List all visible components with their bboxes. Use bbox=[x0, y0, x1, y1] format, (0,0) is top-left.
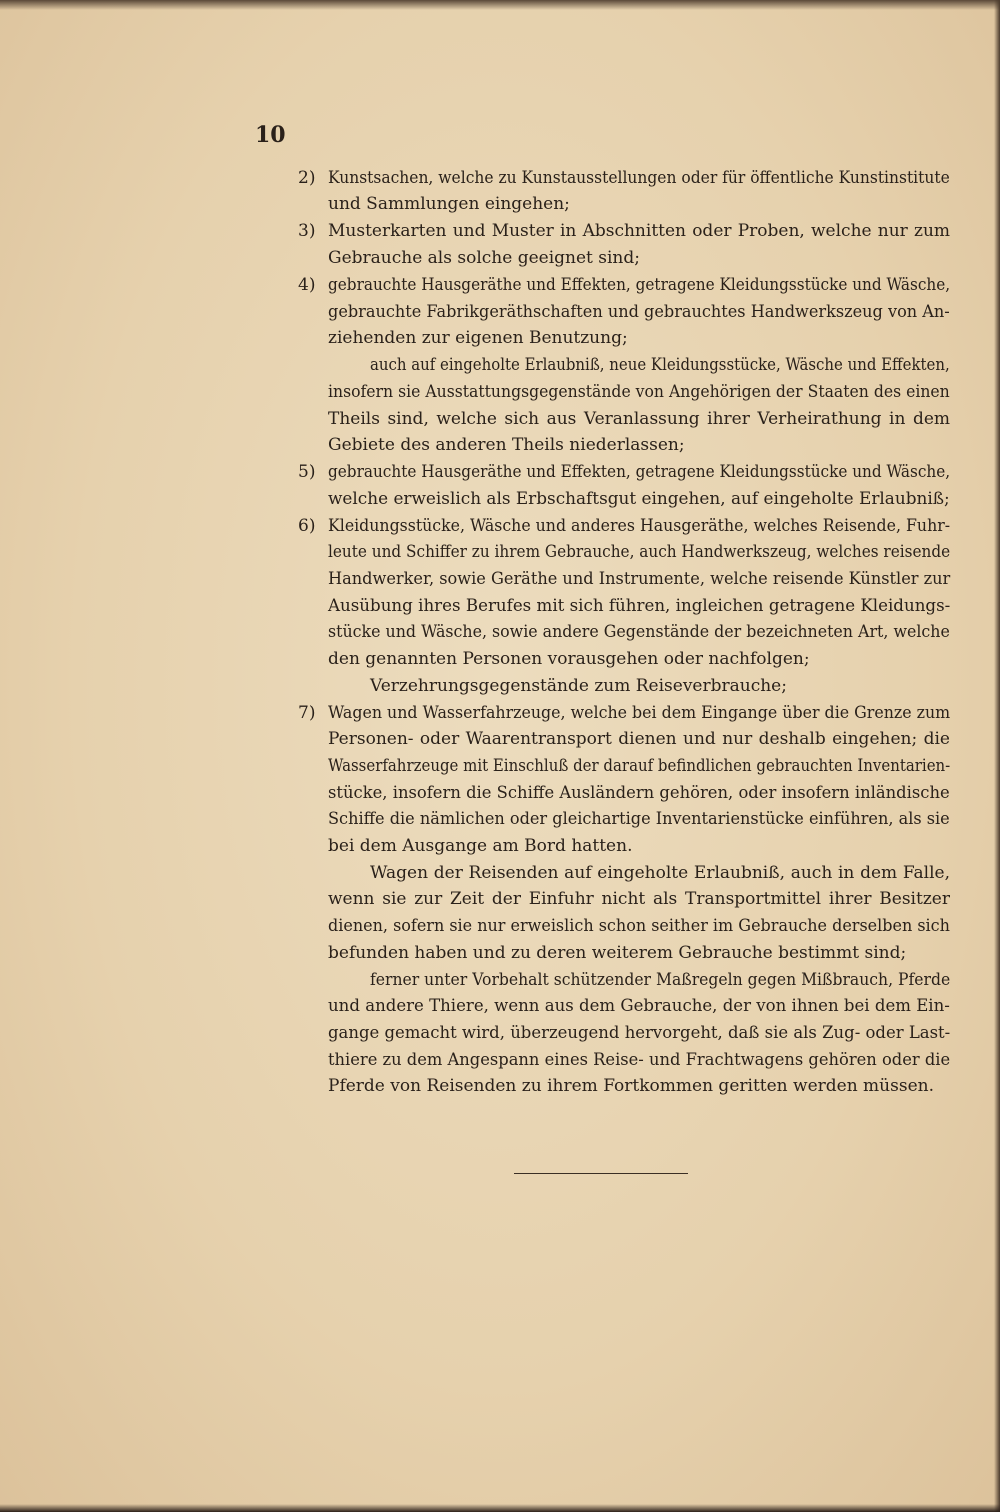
line-text: Personen- oder Waarentransport dienen und nur deshalb eingehen; die bbox=[328, 729, 950, 749]
text-line bbox=[0, 833, 1000, 859]
text-line bbox=[0, 780, 1000, 806]
text-line bbox=[0, 566, 1000, 592]
text-line bbox=[0, 245, 1000, 271]
line-text: Musterkarten und Muster in Abschnitten oder Proben, welche nur zum bbox=[328, 221, 951, 241]
text-line bbox=[0, 165, 1000, 191]
line-text: ziehenden zur eigenen Benutzung; bbox=[328, 328, 628, 348]
text-line bbox=[0, 700, 1000, 726]
line-text: und Sammlungen eingehen; bbox=[328, 194, 570, 214]
line-text: Handwerker, sowie Geräthe und Instrumente, welche reisende Künstler zur bbox=[328, 569, 951, 589]
text-line bbox=[0, 191, 1000, 217]
line-text: gange gemacht wird, überzeugend hervorgeht, daß sie als Zug- oder Last- bbox=[328, 1023, 951, 1043]
text-line bbox=[0, 593, 1000, 619]
text-line bbox=[0, 1047, 1000, 1073]
page-bottom-shadow bbox=[0, 1504, 1000, 1512]
line-text: stücke, insofern die Schiffe Ausländern gehören, oder insofern inländische bbox=[328, 783, 950, 803]
line-text: insofern sie Ausstattungsgegenstände von Angehörigen der Staaten des einen bbox=[328, 382, 950, 402]
text-line bbox=[0, 619, 1000, 645]
item-number: 2) bbox=[298, 168, 316, 188]
text-line bbox=[0, 726, 1000, 752]
text-line bbox=[0, 539, 1000, 565]
item-number: 5) bbox=[298, 462, 316, 482]
line-text: Verzehrungsgegenstände zum Reiseverbrauche; bbox=[370, 676, 787, 696]
line-text: Kunstsachen, welche zu Kunstausstellungen oder für öffentliche Kunstinstitute bbox=[328, 168, 950, 188]
page-top-shadow bbox=[0, 0, 1000, 10]
text-line bbox=[0, 432, 1000, 458]
line-text: leute und Schiffer zu ihrem Gebrauche, auch Handwerkszeug, welches reisende bbox=[328, 542, 951, 562]
text-line bbox=[0, 218, 1000, 244]
line-text: gebrauchte Hausgeräthe und Effekten, getragene Kleidungsstücke und Wäsche, bbox=[328, 462, 951, 482]
line-text: gebrauchte Fabrikgeräthschaften und gebrauchtes Handwerkszeug von An- bbox=[328, 302, 950, 322]
line-text: den genannten Personen vorausgehen oder nachfolgen; bbox=[328, 649, 810, 669]
text-line bbox=[0, 913, 1000, 939]
line-text: Wasserfahrzeuge mit Einschluß der darauf befindlichen gebrauchten Inventarien- bbox=[328, 756, 951, 776]
line-text: Theils sind, welche sich aus Veranlassung ihrer Verheirathung in dem bbox=[328, 409, 951, 429]
text-line bbox=[0, 1020, 1000, 1046]
line-text: Ausübung ihres Berufes mit sich führen, ingleichen getragene Kleidungs- bbox=[328, 596, 951, 616]
line-text: Pferde von Reisenden zu ihrem Fortkommen geritten werden müssen. bbox=[328, 1076, 934, 1096]
text-line bbox=[0, 993, 1000, 1019]
text-line bbox=[0, 513, 1000, 539]
line-text: Gebiete des anderen Theils niederlassen; bbox=[328, 435, 685, 455]
line-text: thiere zu dem Angespann eines Reise- und Frachtwagens gehören oder die bbox=[328, 1050, 951, 1070]
line-text: auch auf eingeholte Erlaubniß, neue Kleidungsstücke, Wäsche und Effekten, bbox=[370, 355, 950, 375]
section-divider bbox=[514, 1173, 688, 1174]
text-line bbox=[0, 673, 1000, 699]
line-text: und andere Thiere, wenn aus dem Gebrauche, der von ihnen bei dem Ein- bbox=[328, 996, 950, 1016]
line-text: dienen, sofern sie nur erweislich schon seither im Gebrauche derselben sich bbox=[328, 916, 950, 936]
text-line bbox=[0, 646, 1000, 672]
text-line bbox=[0, 886, 1000, 912]
item-number: 4) bbox=[298, 275, 316, 295]
text-line bbox=[0, 1073, 1000, 1099]
text-line bbox=[0, 299, 1000, 325]
line-text: wenn sie zur Zeit der Einfuhr nicht als Transportmittel ihrer Besitzer bbox=[328, 889, 950, 909]
item-number: 7) bbox=[298, 703, 316, 723]
text-line bbox=[0, 352, 1000, 378]
line-text: Wagen und Wasserfahrzeuge, welche bei dem Eingange über die Grenze zum bbox=[328, 703, 951, 723]
line-text: stücke und Wäsche, sowie andere Gegenstände der bezeichneten Art, welche bbox=[328, 622, 950, 642]
text-line bbox=[0, 940, 1000, 966]
line-text: welche erweislich als Erbschaftsgut eingehen, auf eingeholte Erlaubniß; bbox=[328, 489, 950, 509]
line-text: befunden haben und zu deren weiterem Gebrauche bestimmt sind; bbox=[328, 943, 907, 963]
line-text: Wagen der Reisenden auf eingeholte Erlaubniß, auch in dem Falle, bbox=[370, 863, 951, 883]
line-text: Gebrauche als solche geeignet sind; bbox=[328, 248, 640, 268]
item-number: 3) bbox=[298, 221, 316, 241]
page-number: 10 bbox=[255, 122, 286, 148]
text-line bbox=[0, 753, 1000, 779]
text-line bbox=[0, 860, 1000, 886]
line-text: Schiffe die nämlichen oder gleichartige Inventarienstücke einführen, als sie bbox=[328, 809, 950, 829]
text-line bbox=[0, 325, 1000, 351]
text-line bbox=[0, 379, 1000, 405]
item-number: 6) bbox=[298, 516, 316, 536]
line-text: gebrauchte Hausgeräthe und Effekten, getragene Kleidungsstücke und Wäsche, bbox=[328, 275, 951, 295]
line-text: bei dem Ausgange am Bord hatten. bbox=[328, 836, 633, 856]
text-line bbox=[0, 459, 1000, 485]
text-line bbox=[0, 272, 1000, 298]
line-text: Kleidungsstücke, Wäsche und anderes Hausgeräthe, welches Reisende, Fuhr- bbox=[328, 516, 951, 536]
text-line bbox=[0, 967, 1000, 993]
text-line bbox=[0, 486, 1000, 512]
line-text: ferner unter Vorbehalt schützender Maßregeln gegen Mißbrauch, Pferde bbox=[370, 970, 951, 990]
text-line bbox=[0, 406, 1000, 432]
text-line bbox=[0, 806, 1000, 832]
